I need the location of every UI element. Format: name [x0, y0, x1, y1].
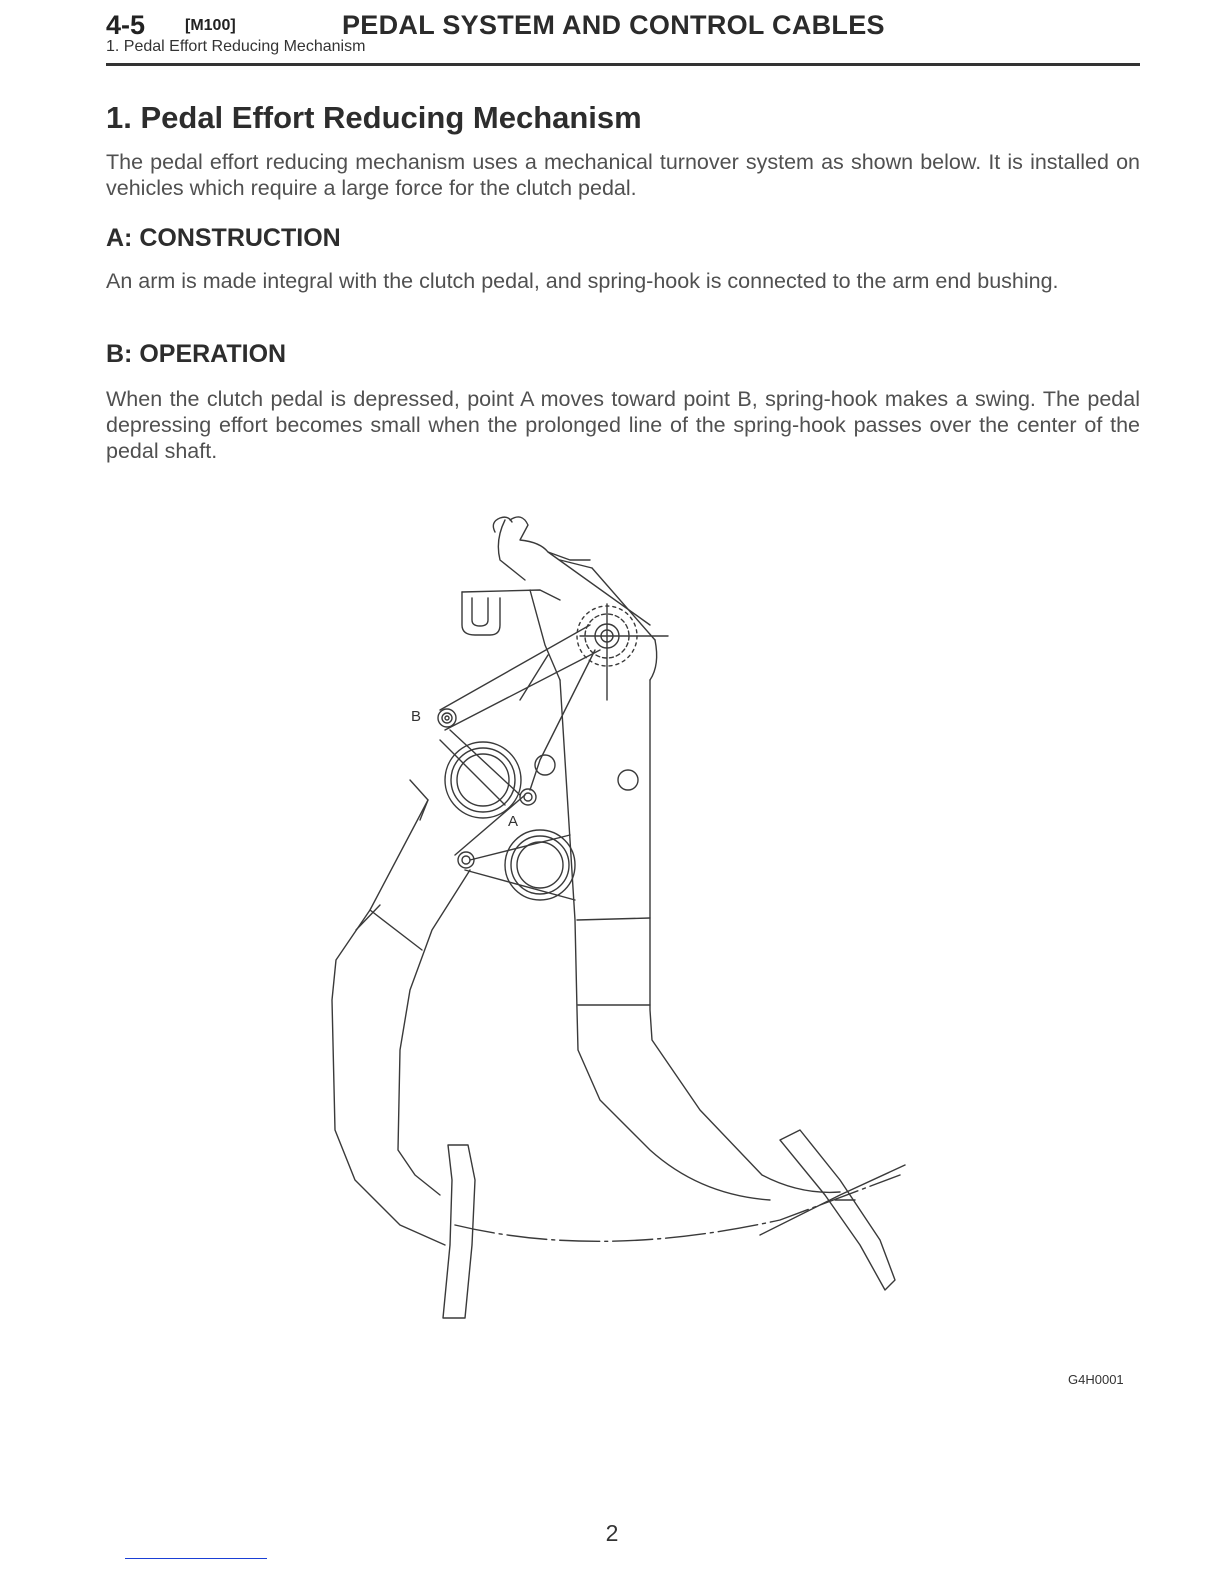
- page-header: [106, 8, 1140, 66]
- pedal-pads: [443, 1130, 895, 1318]
- page-title: 1. Pedal Effort Reducing Mechanism: [106, 100, 642, 135]
- figure-id: G4H0001: [1068, 1372, 1124, 1387]
- point-b-label: B: [411, 708, 422, 725]
- pedal-arm: [560, 680, 840, 1200]
- chapter-title: PEDAL SYSTEM AND CONTROL CABLES: [342, 10, 885, 40]
- operation-paragraph: When the clutch pedal is depressed, point A moves toward point B, spring-hook makes a swing. The pedal depressing effort becomes small when the prolonged line of the spring-hook passes over the center of the pedal shaft.: [106, 387, 1140, 463]
- page-number: 2: [605, 1520, 619, 1546]
- header-subtitle: 1. Pedal Effort Reducing Mechanism: [106, 38, 366, 55]
- top-bracket-hook: [462, 517, 655, 680]
- construction-paragraph: An arm is made integral with the clutch pedal, and spring-hook is connected to the arm end bushing.: [106, 269, 1059, 293]
- point-a-label: A: [508, 813, 519, 830]
- intro-paragraph: The pedal effort reducing mechanism uses a mechanical turnover system as shown below. It is installed on vehicles which require a large force for the clutch pedal.: [106, 150, 1140, 200]
- pedal-shaft-pivot: [577, 604, 668, 700]
- pedal-mechanism-diagram: [300, 500, 940, 1340]
- section-number: 4-5: [106, 10, 146, 40]
- footer-link-rule: [125, 1558, 267, 1559]
- header-divider: [106, 63, 1140, 66]
- manual-code: [M100]: [185, 17, 236, 34]
- pedal-lever: [332, 780, 470, 1245]
- construction-heading: A: CONSTRUCTION: [106, 224, 341, 252]
- operation-heading: B: OPERATION: [106, 340, 287, 368]
